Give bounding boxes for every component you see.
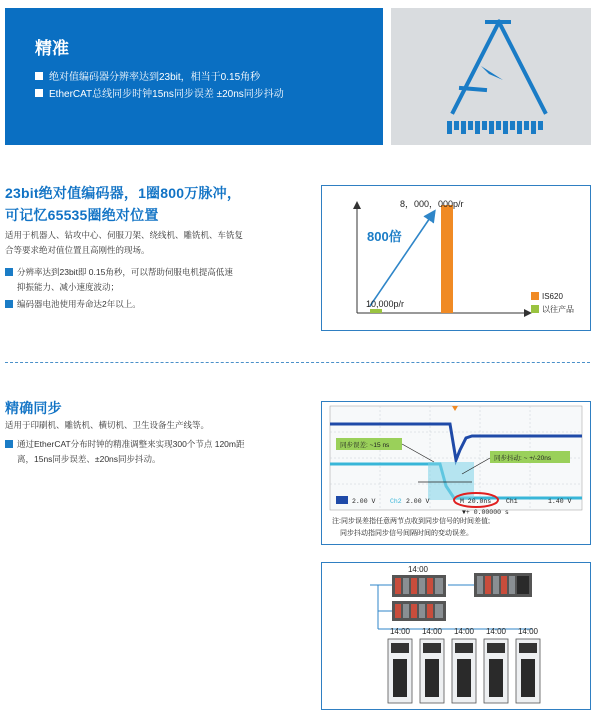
svg-text:Ch2: Ch2 bbox=[390, 498, 402, 505]
clock-drive-2: 14:00 bbox=[421, 627, 443, 636]
clock-drive-1: 14:00 bbox=[389, 627, 411, 636]
clock-drive-5: 14:00 bbox=[517, 627, 539, 636]
legend-swatch-previous bbox=[531, 305, 539, 313]
legend-label-previous: 以往产品 bbox=[542, 305, 574, 314]
plc-rack-io bbox=[392, 601, 446, 621]
section-divider bbox=[5, 362, 590, 363]
scope-note-2: 同步抖动指同步信号间隔时间的变动误差。 bbox=[340, 530, 473, 537]
section1-bullet-2 bbox=[5, 297, 295, 312]
section1-title-line2: 可记忆65535圈绝对位置 bbox=[5, 207, 159, 223]
section1-bullet-1-line2: 抑振能力、减小速度波动； bbox=[17, 282, 120, 292]
resolution-chart bbox=[322, 186, 590, 330]
bar-is620 bbox=[441, 205, 453, 313]
hero-feature-1-text: 绝对值编码器分辨率达到23bit，相当于0.15角秒 bbox=[49, 72, 261, 83]
compass-scale-icon bbox=[391, 8, 591, 145]
section1-bullet-2-text: 编码器电池使用寿命达2年以上。 bbox=[17, 299, 141, 309]
hero-feature-2-text: EtherCAT总线同步时钟15ns同步误差 ±20ns同步抖动 bbox=[49, 89, 284, 100]
legend-swatch-is620 bbox=[531, 292, 539, 300]
resolution-chart-box bbox=[321, 185, 591, 331]
horizontal-position: ▼+ 0.00000 s bbox=[462, 509, 509, 516]
ratio-arrow bbox=[370, 212, 434, 306]
plc-rack-remote bbox=[474, 573, 532, 597]
square-bullet-icon bbox=[35, 89, 43, 97]
square-bullet-icon bbox=[5, 300, 13, 308]
network-topology-box bbox=[321, 562, 591, 710]
section2-title: 精确同步 bbox=[5, 400, 62, 416]
plc-rack-master bbox=[392, 575, 446, 597]
servo-drive-4 bbox=[484, 639, 508, 703]
section1-bullet-1 bbox=[5, 265, 295, 295]
trigger-channel: Ch1 bbox=[506, 498, 518, 505]
square-bullet-icon bbox=[35, 72, 43, 80]
servo-drive-5 bbox=[516, 639, 540, 703]
bar-previous-product bbox=[370, 309, 382, 313]
hero-title: 精准 bbox=[35, 39, 69, 58]
clock-master: 14:00 bbox=[407, 565, 429, 574]
section1-para-line1: 适用于机器人、钻攻中心、伺服刀架、绕线机、雕铣机、车铣复 bbox=[5, 230, 244, 240]
section2-bullet-1 bbox=[5, 437, 295, 467]
hero-feature-2 bbox=[35, 85, 284, 100]
ch1-scale: 2.00 V bbox=[352, 498, 376, 505]
servo-drive-3 bbox=[452, 639, 476, 703]
legend-label-is620: IS620 bbox=[542, 292, 563, 301]
servo-drive-row bbox=[388, 639, 540, 703]
square-bullet-icon bbox=[5, 440, 13, 448]
servo-drive-2 bbox=[420, 639, 444, 703]
section1-para-line2: 合等要求绝对值位置且高刚性的现场。 bbox=[5, 245, 150, 255]
section2-bullet-1-line1: 通过EtherCAT分布时钟的精准调整来实现300个节点 120m距 bbox=[17, 439, 245, 449]
hero-banner bbox=[5, 8, 383, 145]
timebase: M 20.0ns bbox=[460, 498, 492, 505]
section2-bullet-1-line2: 离，15ns同步误差、±20ns同步抖动。 bbox=[17, 454, 161, 464]
trigger-level: 1.40 V bbox=[548, 498, 572, 505]
servo-drive-1 bbox=[388, 639, 412, 703]
network-topology-diagram bbox=[322, 563, 590, 709]
clock-drive-3: 14:00 bbox=[453, 627, 475, 636]
scope-note-1: 注:同步误差指任意两节点收到同步信号的时间差值; bbox=[332, 518, 490, 525]
clock-drive-4: 14:00 bbox=[485, 627, 507, 636]
square-bullet-icon bbox=[5, 268, 13, 276]
top-value-label: 8，000，000p/r bbox=[400, 199, 464, 209]
sync-error-label: 同步误差: ~15 ns bbox=[340, 442, 390, 449]
precision-compass-graphic bbox=[391, 8, 591, 145]
ratio-label: 800倍 bbox=[367, 229, 402, 244]
bottom-value-label: 10,000p/r bbox=[366, 299, 405, 309]
section1-title-line1: 23bit绝对值编码器，1圈800万脉冲， bbox=[5, 185, 242, 201]
section1-bullet-1-line1: 分辨率达到23bit即 0.15角秒，可以帮助伺服电机提高低速 bbox=[17, 267, 233, 277]
ch2-scale: 2.00 V bbox=[406, 498, 430, 505]
hero-feature-1 bbox=[35, 68, 260, 83]
sync-jitter-label: 同步抖动: ~ +/-20ns bbox=[494, 455, 552, 462]
oscilloscope-box bbox=[321, 401, 591, 545]
section2-para: 适用于印刷机、雕铣机、横切机、卫生设备生产线等。 bbox=[5, 420, 210, 430]
